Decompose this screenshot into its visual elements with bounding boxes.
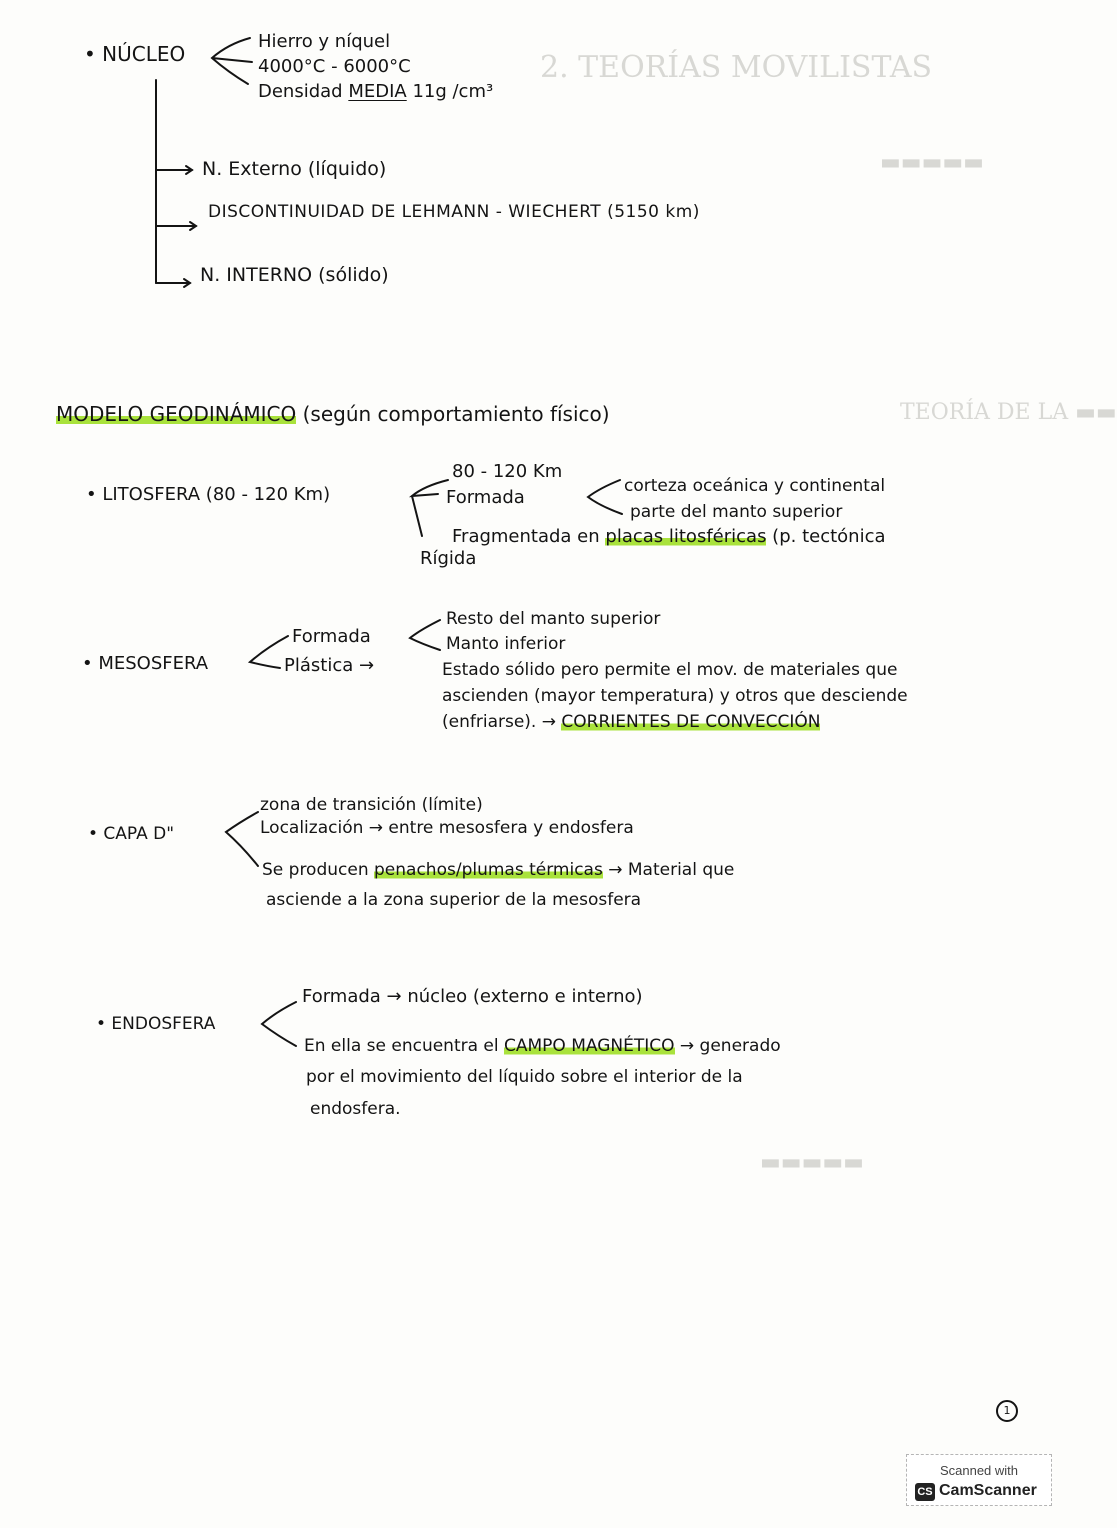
mesosfera-formada: Formada	[292, 626, 371, 647]
penachos-highlight: penachos/plumas térmicas	[374, 860, 603, 880]
litosfera-rigida: Rígida	[420, 548, 477, 569]
page-number: 1	[996, 1400, 1018, 1422]
mesosfera-plastica: Plástica →	[284, 655, 375, 676]
nucleo-branch-discontinuidad: DISCONTINUIDAD DE LEHMANN - WIECHERT (5150 km)	[208, 202, 700, 222]
density-prefix: Densidad	[258, 81, 349, 102]
capa-d-item: Localización → entre mesosfera y endosfera	[260, 818, 634, 838]
nucleo-branch-externo: N. Externo (líquido)	[202, 158, 387, 180]
capa-d-penachos	[262, 862, 734, 879]
fragmentada-suffix: (p. tectónica	[766, 526, 886, 547]
scanner-brand: CamScanner	[939, 1482, 1037, 1499]
capa-d-penachos-line2: asciende a la zona superior de la mesosfera	[266, 890, 642, 910]
endosfera-campo-line3: endosfera.	[310, 1099, 401, 1119]
litosfera-range: 80 - 120 Km	[452, 461, 563, 482]
nucleo-branch-interno: N. INTERNO (sólido)	[200, 264, 389, 286]
nucleo-label: • NÚCLEO	[84, 42, 186, 66]
endosfera-campo	[304, 1038, 781, 1055]
scanner-top-text: Scanned with	[939, 1463, 1019, 1478]
bleed-through-text: 2. TEORÍAS MOVILISTAS	[540, 50, 933, 85]
scanner-badge	[906, 1454, 1052, 1506]
mesosfera-label: • MESOSFERA	[82, 653, 209, 674]
litosfera-formada: Formada	[446, 487, 525, 508]
density-media: MEDIA	[348, 81, 407, 102]
capa-d-item: zona de transición (límite)	[260, 795, 483, 815]
penachos-prefix: Se producen	[262, 860, 375, 880]
litosfera-formada-item: parte del manto superior	[630, 502, 843, 522]
bleed-through-text: TEORÍA DE LA ▬▬	[900, 400, 1117, 425]
mesosfera-plastica-line: ascienden (mayor temperatura) y otros que desciende	[442, 686, 908, 706]
nucleo-item: 4000°C - 6000°C	[258, 56, 411, 77]
capa-d-label: • CAPA D"	[88, 824, 175, 844]
campo-suffix: → generado	[674, 1036, 781, 1056]
nucleo-item: Hierro y níquel	[258, 31, 391, 52]
nucleo-density	[258, 83, 493, 101]
bleed-through-text: ▬▬▬▬▬	[760, 1150, 864, 1175]
camscanner-logo-icon: CS	[915, 1483, 935, 1501]
litosfera-fragmentada	[452, 528, 886, 546]
modelo-subtitle: (según comportamiento físico)	[302, 402, 610, 426]
campo-prefix: En ella se encuentra el	[304, 1036, 505, 1056]
mesosfera-formada-item: Resto del manto superior	[446, 609, 661, 629]
fragmentada-prefix: Fragmentada en	[452, 526, 606, 547]
bleed-through-text: ▬▬▬▬▬	[880, 150, 984, 175]
campo-highlight: CAMPO MAGNÉTICO	[504, 1036, 675, 1056]
litosfera-label: • LITOSFERA (80 - 120 Km)	[86, 484, 331, 505]
endosfera-campo-line2: por el movimiento del líquido sobre el interior de la	[306, 1067, 743, 1087]
corrientes-highlight: CORRIENTES DE CONVECCIÓN	[561, 712, 821, 732]
section-heading	[56, 404, 610, 424]
mesosfera-formada-item: Manto inferior	[446, 634, 566, 654]
modelo-title: MODELO GEODINÁMICO	[56, 402, 297, 426]
plastica-line-text: (enfriarse). →	[442, 712, 562, 732]
endosfera-formada: Formada → núcleo (externo e interno)	[302, 986, 643, 1007]
mesosfera-plastica-line3	[442, 714, 820, 731]
litosfera-formada-item: corteza oceánica y continental	[624, 476, 886, 496]
endosfera-label: • ENDOSFERA	[96, 1014, 216, 1034]
penachos-suffix: → Material que	[602, 860, 735, 880]
fragmentada-highlight: placas litosféricas	[605, 526, 767, 547]
mesosfera-plastica-line: Estado sólido pero permite el mov. de materiales que	[442, 660, 898, 680]
density-value: 11g /cm³	[406, 81, 494, 102]
